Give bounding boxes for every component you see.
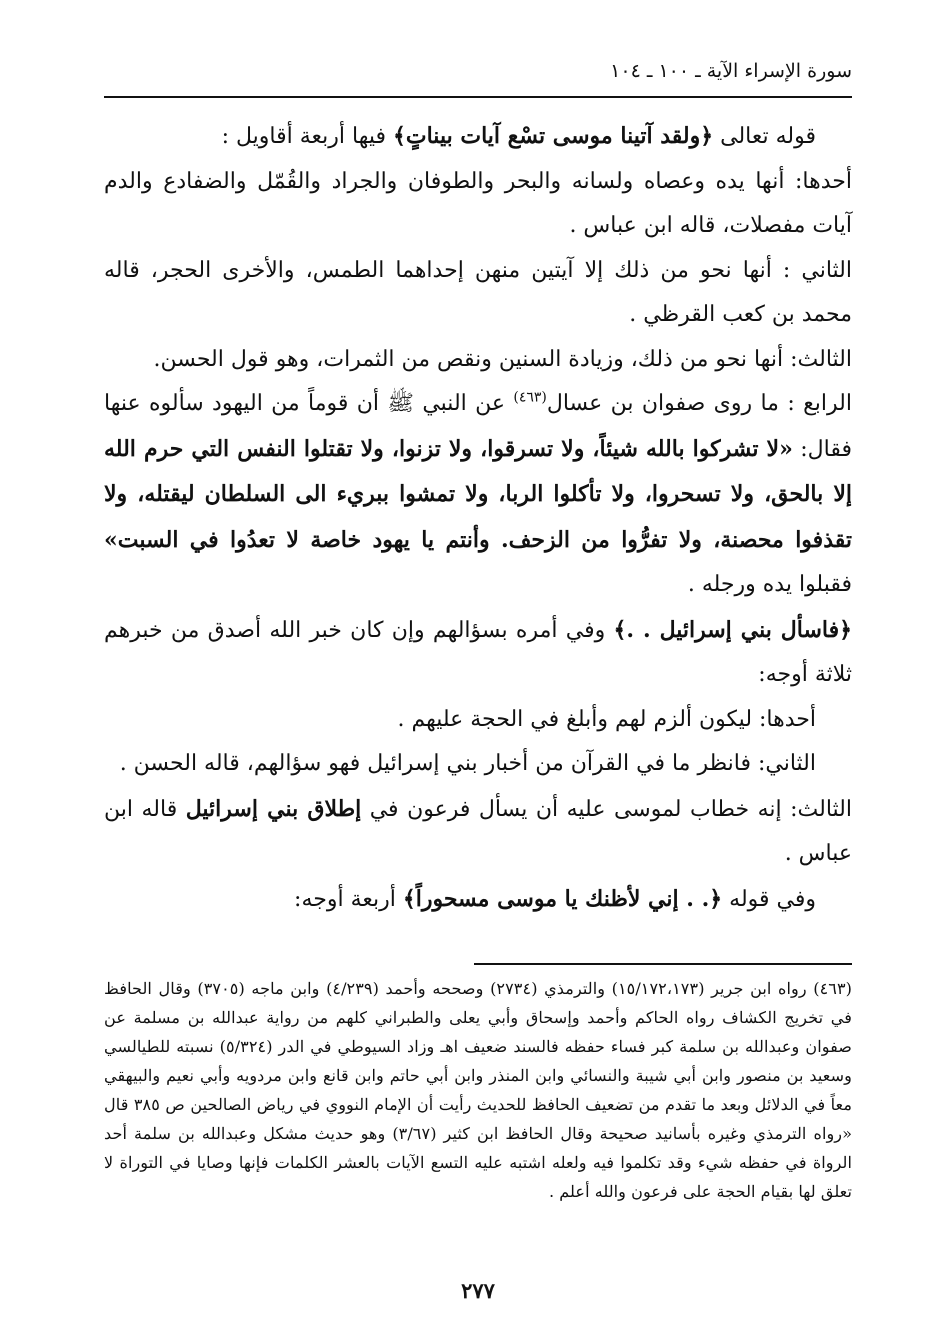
paragraph-third-view: الثالث: أنها نحو من ذلك، وزيادة السنين ونقص من الثمرات، وهو قول الحسن. bbox=[153, 346, 852, 372]
quran-verse: ﴿. . إني لأظنك يا موسى مسحوراً﴾ bbox=[402, 885, 723, 912]
running-header: سورة الإسراء الآية ـ ١٠٠ ـ ١٠٤ bbox=[610, 60, 852, 82]
text-run: فيها أربعة أقاويل : bbox=[221, 124, 393, 149]
text-run: أن قوماً من اليهود سألوه bbox=[148, 391, 380, 416]
paragraph-bewitched bbox=[104, 877, 852, 923]
footnote-reference: (٤٦٣) bbox=[513, 389, 547, 406]
text-run: الرابع : ما روى صفوان بن عسال bbox=[546, 391, 852, 416]
emphasis-text: إطلاق بني إسرائيل bbox=[185, 795, 362, 822]
header-rule bbox=[104, 96, 852, 98]
text-run: فقبلوا يده ورجله . bbox=[687, 572, 852, 597]
text-run: قوله تعالى bbox=[713, 124, 816, 149]
quran-verse: ﴿ولقد آتينا موسى تسْع آيات بيناتٍ﴾ bbox=[393, 123, 714, 149]
footnote-separator bbox=[474, 963, 852, 965]
text-run: عنها فقال: bbox=[104, 391, 852, 462]
paragraph-fourth-view bbox=[104, 382, 852, 608]
book-page bbox=[104, 52, 852, 1302]
text-run: وفي أمره بسؤالهم وإن كان خبر الله أصدق من خبرهم ثلاثة أوجه: bbox=[104, 617, 852, 687]
text-run: وفي قوله bbox=[722, 886, 816, 912]
text-run: قاله ابن عباس . bbox=[104, 796, 852, 866]
paragraph-reason-three bbox=[104, 787, 852, 877]
paragraph-first-view: أحدها: أنها يده وعصاه ولسانه والبحر والطوفان والجراد والقُمّل والضفادع والدم آيات مفصلات، قاله ابن عباس . bbox=[104, 168, 852, 238]
page-number: ٢٧٧ bbox=[461, 1278, 495, 1303]
paragraph-reason-two: الثاني: فانظر ما في القرآن من أخبار بني إسرائيل فهو سؤالهم، قاله الحسن . bbox=[119, 751, 816, 776]
text-run: الثالث: إنه خطاب لموسى عليه أن يسأل فرعون في bbox=[361, 796, 852, 822]
footnote-463: (٤٦٣) رواه ابن جرير (١٥/١٧٢،١٧٣) والترمذي (٢٧٣٤) وصححه وأحمد (٤/٢٣٩) وابن ماجه (٣٧٠٥) وقال الحافظ في تخريج الكشاف رواه الحاكم وأحمد وإسحاق وأبي يعلى والطبراني كلهم من رواية عبدالله بن مسلمة عن صفوان وعبدالله بن سلمة كبر فساء حفظه فالسند ضعيف اهـ وزاد السيوطي في الدر (٥/٣٢٤) نسبته للطيالسي وسعيد بن منصور وابن أبي شيبة والنسائي وابن المنذر وابن أبي حاتم وابن قانع وابن مردويه وأبي نعيم والبيهقي معاً في الدلائل وبعد ما تقدم من تضعيف الحافظ للحديث رأيت أن الإمام النووي في رياض الصالحين ص ٣٨٥ قال «رواه الترمذي وغيره بأسانيد صحيحة وقال الحافظ ابن كثير (٣/٦٧) وهو حديث مشكل وعبدالله بن سلمة أحد الرواة في حفظه شيء وقد تكلموا فيه ولعله اشتبه عليه التسع الآيات بالعشر الكلمات فإنها وصايا في التوراة لا تعلق لها بقيام الحجة على فرعون والله أعلم . bbox=[104, 979, 852, 1201]
text-run: عن النبي ﷺ bbox=[379, 391, 514, 416]
text-run: أربعة أوجه: bbox=[294, 886, 403, 912]
footnotes bbox=[104, 974, 852, 1206]
quran-verse: ﴿فاسأل بني إسرائيل . .﴾ bbox=[613, 616, 852, 643]
main-text bbox=[104, 114, 852, 922]
paragraph-second-view: الثاني : أنها نحو من ذلك إلا آيتين منهن إحداهما الطمس، والأخرى الحجر، قاله محمد بن كعب القرظي . bbox=[104, 257, 852, 327]
paragraph-intro bbox=[104, 114, 852, 160]
paragraph-reason-one: أحدها: ليكون ألزم لهم وأبلغ في الحجة عليهم . bbox=[397, 706, 816, 732]
paragraph-ask-israel bbox=[104, 608, 852, 698]
hadith-text: «لا تشركوا بالله شيئاً، ولا تسرقوا، ولا تزنوا، ولا تقتلوا النفس التي حرم الله إلا بالحق، ولا تسحروا، ولا تأكلوا الربا، ولا تمشوا ببريء الى السلطان ليقتله، ولا تقذفوا محصنة، ولا تفرُّوا من الزحف. وأنتم يا يهود خاصة لا تعدُوا في السبت» bbox=[104, 435, 852, 553]
